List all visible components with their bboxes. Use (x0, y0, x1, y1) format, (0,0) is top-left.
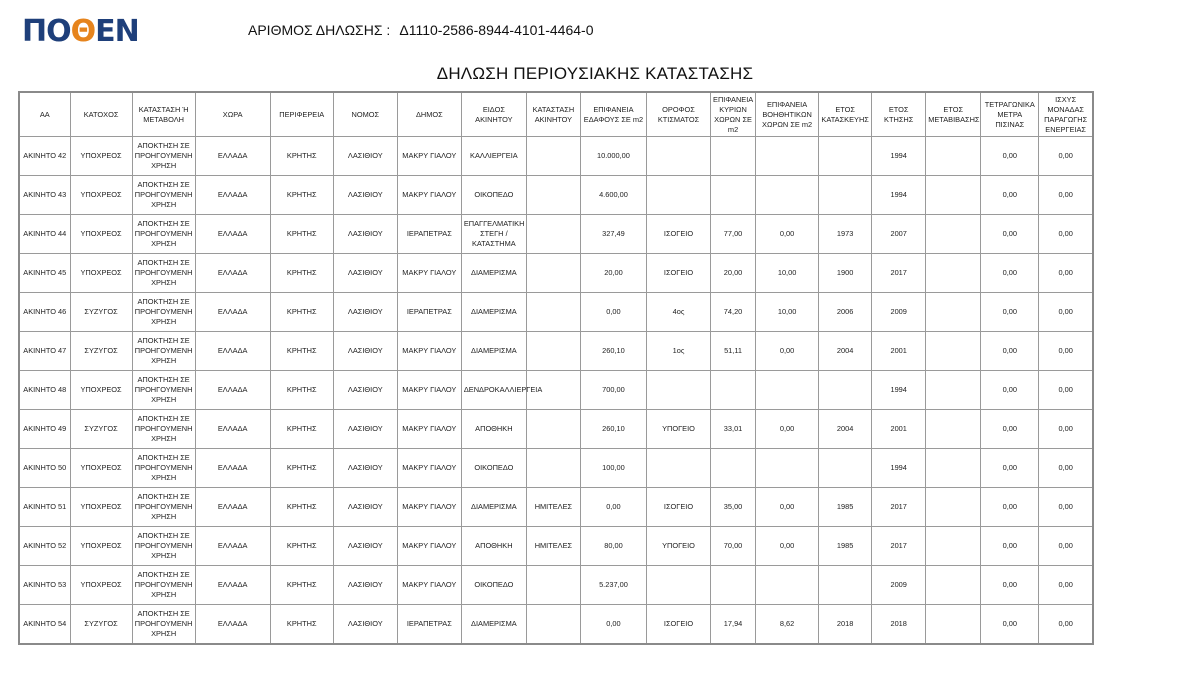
col-owner-cell: ΥΠΟΧΡΕΟΣ (70, 176, 132, 215)
col-aux-area-cell: 10,00 (756, 293, 819, 332)
col-acquisition-year-cell: 2001 (872, 332, 926, 371)
col-power-capacity-cell: 0,00 (1039, 605, 1093, 644)
col-acquisition-year-cell: 2018 (872, 605, 926, 644)
table-row (19, 449, 1093, 488)
table-header-row (19, 92, 1093, 137)
col-aux-area-cell: 8,62 (756, 605, 819, 644)
col-construction-year-cell: 2004 (819, 332, 872, 371)
col-aa-cell: ΑΚΙΝΗΤΟ 52 (19, 527, 70, 566)
table-row (19, 332, 1093, 371)
col-municipality-cell: ΙΕΡΑΠΕΤΡΑΣ (397, 215, 461, 254)
col-region-cell: ΚΡΗΤΗΣ (270, 293, 333, 332)
table-row (19, 566, 1093, 605)
col-acquisition-year-cell: 1994 (872, 176, 926, 215)
col-acquisition-year-cell: 1994 (872, 449, 926, 488)
col-transfer-year-cell (926, 254, 981, 293)
col-prefecture-cell: ΛΑΣΙΘΙΟΥ (333, 254, 397, 293)
col-aux-area-cell: 0,00 (756, 332, 819, 371)
col-transfer-year-cell (926, 566, 981, 605)
col-construction-year-cell: 1973 (819, 215, 872, 254)
col-main-area-cell (711, 176, 756, 215)
col-power-capacity-cell: 0,00 (1039, 254, 1093, 293)
col-municipality-cell: ΜΑΚΡΥ ΓΙΑΛΟΥ (397, 176, 461, 215)
col-land-area-cell: 10.000,00 (580, 137, 646, 176)
col-region-cell: ΚΡΗΤΗΣ (270, 449, 333, 488)
col-pool-area-cell: 0,00 (981, 371, 1039, 410)
col-prefecture-cell: ΛΑΣΙΘΙΟΥ (333, 371, 397, 410)
col-municipality-cell: ΜΑΚΡΥ ΓΙΑΛΟΥ (397, 254, 461, 293)
col-land-area-cell: 4.600,00 (580, 176, 646, 215)
col-construction-year-cell: 1985 (819, 527, 872, 566)
col-land-area-cell: 260,10 (580, 410, 646, 449)
col-property-type-cell: ΑΠΟΘΗΚΗ (461, 527, 526, 566)
logo-theta-mark: Θ (70, 14, 96, 49)
col-property-status-cell (526, 215, 580, 254)
col-property-status-header: ΚΑΤΑΣΤΑΣΗ ΑΚΙΝΗΤΟΥ (526, 92, 580, 137)
declaration-number-label: ΑΡΙΘΜΟΣ ΔΗΛΩΣΗΣ : (248, 22, 391, 38)
col-aux-area-cell: 0,00 (756, 527, 819, 566)
col-property-type-cell: ΟΙΚΟΠΕΔΟ (461, 449, 526, 488)
col-main-area-cell: 77,00 (711, 215, 756, 254)
table-row (19, 410, 1093, 449)
col-transfer-year-cell (926, 527, 981, 566)
table-row (19, 488, 1093, 527)
col-floor-cell (646, 371, 710, 410)
col-transfer-year-header: ΕΤΟΣ ΜΕΤΑΒΙΒΑΣΗΣ (926, 92, 981, 137)
table-row (19, 215, 1093, 254)
table-row (19, 371, 1093, 410)
col-prefecture-cell: ΛΑΣΙΘΙΟΥ (333, 410, 397, 449)
col-transfer-year-cell (926, 488, 981, 527)
col-municipality-cell: ΙΕΡΑΠΕΤΡΑΣ (397, 605, 461, 644)
col-owner-cell: ΥΠΟΧΡΕΟΣ (70, 371, 132, 410)
col-construction-year-header: ΕΤΟΣ ΚΑΤΑΣΚΕΥΗΣ (819, 92, 872, 137)
col-status-change-cell: ΑΠΟΚΤΗΣΗ ΣΕ ΠΡΟΗΓΟΥΜΕΝΗ ΧΡΗΣΗ (132, 293, 195, 332)
col-prefecture-cell: ΛΑΣΙΘΙΟΥ (333, 566, 397, 605)
col-region-cell: ΚΡΗΤΗΣ (270, 254, 333, 293)
col-property-type-cell: ΔΙΑΜΕΡΙΣΜΑ (461, 254, 526, 293)
col-property-type-cell: ΔΙΑΜΕΡΙΣΜΑ (461, 293, 526, 332)
col-municipality-cell: ΜΑΚΡΥ ΓΙΑΛΟΥ (397, 371, 461, 410)
asset-declaration-table (18, 91, 1094, 645)
col-floor-cell (646, 449, 710, 488)
col-owner-cell: ΣΥΖΥΓΟΣ (70, 332, 132, 371)
col-transfer-year-cell (926, 371, 981, 410)
col-property-status-cell: ΗΜΙΤΕΛΕΣ (526, 527, 580, 566)
col-pool-area-cell: 0,00 (981, 527, 1039, 566)
col-floor-cell: 1ος (646, 332, 710, 371)
col-country-cell: ΕΛΛΑΔΑ (195, 254, 270, 293)
col-country-cell: ΕΛΛΑΔΑ (195, 605, 270, 644)
col-pool-area-cell: 0,00 (981, 176, 1039, 215)
col-aa-cell: ΑΚΙΝΗΤΟ 42 (19, 137, 70, 176)
col-acquisition-year-cell: 2009 (872, 293, 926, 332)
col-floor-cell: ΙΣΟΓΕΙΟ (646, 605, 710, 644)
col-aux-area-cell (756, 137, 819, 176)
table-row (19, 293, 1093, 332)
col-pool-area-header: ΤΕΤΡΑΓΩΝΙΚΑ ΜΕΤΡΑ ΠΙΣΙΝΑΣ (981, 92, 1039, 137)
col-country-cell: ΕΛΛΑΔΑ (195, 410, 270, 449)
col-prefecture-cell: ΛΑΣΙΘΙΟΥ (333, 137, 397, 176)
col-property-type-cell: ΟΙΚΟΠΕΔΟ (461, 566, 526, 605)
col-owner-cell: ΥΠΟΧΡΕΟΣ (70, 137, 132, 176)
col-aux-area-cell (756, 566, 819, 605)
col-power-capacity-cell: 0,00 (1039, 215, 1093, 254)
col-pool-area-cell: 0,00 (981, 566, 1039, 605)
col-aux-area-cell: 0,00 (756, 410, 819, 449)
col-country-cell: ΕΛΛΑΔΑ (195, 566, 270, 605)
col-property-type-cell: ΔΕΝΔΡΟΚΑΛΛΙΕΡΓΕΙΑ (461, 371, 526, 410)
col-aa-cell: ΑΚΙΝΗΤΟ 51 (19, 488, 70, 527)
col-property-status-cell (526, 449, 580, 488)
col-pool-area-cell: 0,00 (981, 410, 1039, 449)
col-property-status-cell (526, 566, 580, 605)
col-municipality-cell: ΜΑΚΡΥ ΓΙΑΛΟΥ (397, 332, 461, 371)
col-main-area-header: ΕΠΙΦΑΝΕΙΑ ΚΥΡΙΩΝ ΧΩΡΩΝ ΣΕ m2 (711, 92, 756, 137)
col-transfer-year-cell (926, 332, 981, 371)
col-region-cell: ΚΡΗΤΗΣ (270, 371, 333, 410)
col-acquisition-year-cell: 2001 (872, 410, 926, 449)
col-property-status-cell: ΗΜΙΤΕΛΕΣ (526, 488, 580, 527)
col-main-area-cell: 20,00 (711, 254, 756, 293)
col-aa-cell: ΑΚΙΝΗΤΟ 44 (19, 215, 70, 254)
col-power-capacity-cell: 0,00 (1039, 371, 1093, 410)
col-transfer-year-cell (926, 176, 981, 215)
col-property-status-cell (526, 332, 580, 371)
col-prefecture-cell: ΛΑΣΙΘΙΟΥ (333, 527, 397, 566)
col-power-capacity-cell: 0,00 (1039, 488, 1093, 527)
col-aa-cell: ΑΚΙΝΗΤΟ 46 (19, 293, 70, 332)
col-region-cell: ΚΡΗΤΗΣ (270, 488, 333, 527)
table-body (19, 137, 1093, 644)
col-region-cell: ΚΡΗΤΗΣ (270, 566, 333, 605)
col-construction-year-cell (819, 566, 872, 605)
col-aux-area-cell (756, 176, 819, 215)
col-owner-cell: ΥΠΟΧΡΕΟΣ (70, 488, 132, 527)
col-main-area-cell (711, 137, 756, 176)
col-property-type-cell: ΕΠΑΓΓΕΛΜΑΤΙΚΗ ΣΤΕΓΗ / ΚΑΤΑΣΤΗΜΑ (461, 215, 526, 254)
col-land-area-cell: 260,10 (580, 332, 646, 371)
col-pool-area-cell: 0,00 (981, 605, 1039, 644)
col-main-area-cell: 17,94 (711, 605, 756, 644)
col-transfer-year-cell (926, 410, 981, 449)
col-prefecture-cell: ΛΑΣΙΘΙΟΥ (333, 215, 397, 254)
declaration-number-value: Δ1110-2586-8944-4101-4464-0 (399, 22, 594, 38)
col-aux-area-header: ΕΠΙΦΑΝΕΙΑ ΒΟΗΘΗΤΙΚΩΝ ΧΩΡΩΝ ΣΕ m2 (756, 92, 819, 137)
col-region-cell: ΚΡΗΤΗΣ (270, 137, 333, 176)
col-construction-year-cell (819, 176, 872, 215)
col-aa-cell: ΑΚΙΝΗΤΟ 45 (19, 254, 70, 293)
table-row (19, 605, 1093, 644)
col-owner-cell: ΣΥΖΥΓΟΣ (70, 605, 132, 644)
col-property-status-cell (526, 176, 580, 215)
col-main-area-cell: 35,00 (711, 488, 756, 527)
col-land-area-cell: 100,00 (580, 449, 646, 488)
col-pool-area-cell: 0,00 (981, 137, 1039, 176)
col-region-cell: ΚΡΗΤΗΣ (270, 332, 333, 371)
col-status-change-header: ΚΑΤΑΣΤΑΣΗ Ή ΜΕΤΑΒΟΛΗ (132, 92, 195, 137)
col-property-type-cell: ΔΙΑΜΕΡΙΣΜΑ (461, 605, 526, 644)
col-acquisition-year-cell: 2017 (872, 488, 926, 527)
col-region-cell: ΚΡΗΤΗΣ (270, 215, 333, 254)
col-main-area-cell: 51,11 (711, 332, 756, 371)
col-region-header: ΠΕΡΙΦΕΡΕΙΑ (270, 92, 333, 137)
col-pool-area-cell: 0,00 (981, 215, 1039, 254)
col-country-cell: ΕΛΛΑΔΑ (195, 527, 270, 566)
col-property-type-cell: ΟΙΚΟΠΕΔΟ (461, 176, 526, 215)
col-power-capacity-header: ΙΣΧΥΣ ΜΟΝΑΔΑΣ ΠΑΡΑΓΩΓΗΣ ΕΝΕΡΓΕΙΑΣ (1039, 92, 1093, 137)
col-status-change-cell: ΑΠΟΚΤΗΣΗ ΣΕ ΠΡΟΗΓΟΥΜΕΝΗ ΧΡΗΣΗ (132, 215, 195, 254)
col-prefecture-cell: ΛΑΣΙΘΙΟΥ (333, 176, 397, 215)
col-country-header: ΧΩΡΑ (195, 92, 270, 137)
col-property-type-header: ΕΙΔΟΣ ΑΚΙΝΗΤΟΥ (461, 92, 526, 137)
col-property-type-cell: ΑΠΟΘΗΚΗ (461, 410, 526, 449)
col-pool-area-cell: 0,00 (981, 254, 1039, 293)
col-property-type-cell: ΔΙΑΜΕΡΙΣΜΑ (461, 332, 526, 371)
col-pool-area-cell: 0,00 (981, 293, 1039, 332)
col-status-change-cell: ΑΠΟΚΤΗΣΗ ΣΕ ΠΡΟΗΓΟΥΜΕΝΗ ΧΡΗΣΗ (132, 176, 195, 215)
col-pool-area-cell: 0,00 (981, 332, 1039, 371)
table-row (19, 254, 1093, 293)
col-main-area-cell: 33,01 (711, 410, 756, 449)
col-prefecture-cell: ΛΑΣΙΘΙΟΥ (333, 332, 397, 371)
col-municipality-header: ΔΗΜΟΣ (397, 92, 461, 137)
col-construction-year-cell: 2018 (819, 605, 872, 644)
col-main-area-cell: 74,20 (711, 293, 756, 332)
col-prefecture-header: ΝΟΜΟΣ (333, 92, 397, 137)
logo-text-right: ΕΝ (95, 14, 139, 49)
col-property-status-cell (526, 605, 580, 644)
col-power-capacity-cell: 0,00 (1039, 293, 1093, 332)
logo-text-left: ΠΟ (22, 14, 71, 49)
col-power-capacity-cell: 0,00 (1039, 176, 1093, 215)
col-owner-cell: ΥΠΟΧΡΕΟΣ (70, 566, 132, 605)
col-municipality-cell: ΜΑΚΡΥ ΓΙΑΛΟΥ (397, 488, 461, 527)
col-land-area-cell: 20,00 (580, 254, 646, 293)
col-country-cell: ΕΛΛΑΔΑ (195, 488, 270, 527)
col-land-area-cell: 0,00 (580, 488, 646, 527)
col-main-area-cell (711, 449, 756, 488)
col-status-change-cell: ΑΠΟΚΤΗΣΗ ΣΕ ΠΡΟΗΓΟΥΜΕΝΗ ΧΡΗΣΗ (132, 332, 195, 371)
col-status-change-cell: ΑΠΟΚΤΗΣΗ ΣΕ ΠΡΟΗΓΟΥΜΕΝΗ ΧΡΗΣΗ (132, 410, 195, 449)
col-owner-cell: ΥΠΟΧΡΕΟΣ (70, 215, 132, 254)
col-power-capacity-cell: 0,00 (1039, 332, 1093, 371)
col-municipality-cell: ΜΑΚΡΥ ΓΙΑΛΟΥ (397, 137, 461, 176)
col-municipality-cell: ΜΑΚΡΥ ΓΙΑΛΟΥ (397, 449, 461, 488)
col-aa-cell: ΑΚΙΝΗΤΟ 43 (19, 176, 70, 215)
col-acquisition-year-cell: 2017 (872, 527, 926, 566)
col-owner-cell: ΣΥΖΥΓΟΣ (70, 293, 132, 332)
col-region-cell: ΚΡΗΤΗΣ (270, 605, 333, 644)
col-country-cell: ΕΛΛΑΔΑ (195, 449, 270, 488)
col-construction-year-cell: 2006 (819, 293, 872, 332)
col-floor-cell: ΙΣΟΓΕΙΟ (646, 488, 710, 527)
col-acquisition-year-header: ΕΤΟΣ ΚΤΗΣΗΣ (872, 92, 926, 137)
col-property-status-cell (526, 410, 580, 449)
col-transfer-year-cell (926, 215, 981, 254)
col-transfer-year-cell (926, 137, 981, 176)
col-country-cell: ΕΛΛΑΔΑ (195, 332, 270, 371)
col-municipality-cell: ΜΑΚΡΥ ΓΙΑΛΟΥ (397, 566, 461, 605)
col-country-cell: ΕΛΛΑΔΑ (195, 293, 270, 332)
col-acquisition-year-cell: 2007 (872, 215, 926, 254)
col-floor-cell: ΥΠΟΓΕΙΟ (646, 410, 710, 449)
col-aa-cell: ΑΚΙΝΗΤΟ 50 (19, 449, 70, 488)
table-row (19, 527, 1093, 566)
col-land-area-cell: 0,00 (580, 293, 646, 332)
col-status-change-cell: ΑΠΟΚΤΗΣΗ ΣΕ ΠΡΟΗΓΟΥΜΕΝΗ ΧΡΗΣΗ (132, 527, 195, 566)
table-row (19, 176, 1093, 215)
col-aux-area-cell (756, 371, 819, 410)
col-land-area-cell: 0,00 (580, 605, 646, 644)
col-floor-cell: ΥΠΟΓΕΙΟ (646, 527, 710, 566)
col-owner-cell: ΣΥΖΥΓΟΣ (70, 410, 132, 449)
col-land-area-cell: 700,00 (580, 371, 646, 410)
col-land-area-cell: 327,49 (580, 215, 646, 254)
pothen-logo (22, 14, 139, 49)
col-property-type-cell: ΚΑΛΛΙΕΡΓΕΙΑ (461, 137, 526, 176)
col-country-cell: ΕΛΛΑΔΑ (195, 215, 270, 254)
col-status-change-cell: ΑΠΟΚΤΗΣΗ ΣΕ ΠΡΟΗΓΟΥΜΕΝΗ ΧΡΗΣΗ (132, 566, 195, 605)
col-main-area-cell: 70,00 (711, 527, 756, 566)
col-floor-cell: ΙΣΟΓΕΙΟ (646, 215, 710, 254)
col-power-capacity-cell: 0,00 (1039, 566, 1093, 605)
col-status-change-cell: ΑΠΟΚΤΗΣΗ ΣΕ ΠΡΟΗΓΟΥΜΕΝΗ ΧΡΗΣΗ (132, 488, 195, 527)
col-municipality-cell: ΜΑΚΡΥ ΓΙΑΛΟΥ (397, 410, 461, 449)
col-transfer-year-cell (926, 605, 981, 644)
col-country-cell: ΕΛΛΑΔΑ (195, 137, 270, 176)
col-aux-area-cell: 0,00 (756, 215, 819, 254)
col-status-change-cell: ΑΠΟΚΤΗΣΗ ΣΕ ΠΡΟΗΓΟΥΜΕΝΗ ΧΡΗΣΗ (132, 137, 195, 176)
col-aa-cell: ΑΚΙΝΗΤΟ 48 (19, 371, 70, 410)
col-property-status-cell (526, 293, 580, 332)
col-prefecture-cell: ΛΑΣΙΘΙΟΥ (333, 605, 397, 644)
col-acquisition-year-cell: 1994 (872, 137, 926, 176)
col-construction-year-cell: 1985 (819, 488, 872, 527)
col-power-capacity-cell: 0,00 (1039, 410, 1093, 449)
col-power-capacity-cell: 0,00 (1039, 527, 1093, 566)
col-transfer-year-cell (926, 449, 981, 488)
col-aa-cell: ΑΚΙΝΗΤΟ 53 (19, 566, 70, 605)
col-owner-cell: ΥΠΟΧΡΕΟΣ (70, 254, 132, 293)
col-prefecture-cell: ΛΑΣΙΘΙΟΥ (333, 488, 397, 527)
col-pool-area-cell: 0,00 (981, 449, 1039, 488)
col-owner-cell: ΥΠΟΧΡΕΟΣ (70, 449, 132, 488)
col-region-cell: ΚΡΗΤΗΣ (270, 176, 333, 215)
col-power-capacity-cell: 0,00 (1039, 449, 1093, 488)
col-prefecture-cell: ΛΑΣΙΘΙΟΥ (333, 449, 397, 488)
col-property-status-cell (526, 137, 580, 176)
col-owner-cell: ΥΠΟΧΡΕΟΣ (70, 527, 132, 566)
col-property-type-cell: ΔΙΑΜΕΡΙΣΜΑ (461, 488, 526, 527)
col-aux-area-cell: 10,00 (756, 254, 819, 293)
col-prefecture-cell: ΛΑΣΙΘΙΟΥ (333, 293, 397, 332)
col-construction-year-cell: 2004 (819, 410, 872, 449)
col-floor-cell: 4ος (646, 293, 710, 332)
col-construction-year-cell (819, 371, 872, 410)
col-property-status-cell (526, 254, 580, 293)
col-floor-cell (646, 566, 710, 605)
col-aa-cell: ΑΚΙΝΗΤΟ 49 (19, 410, 70, 449)
table-row (19, 137, 1093, 176)
col-owner-header: ΚΑΤΟΧΟΣ (70, 92, 132, 137)
col-aa-header: ΑΑ (19, 92, 70, 137)
col-country-cell: ΕΛΛΑΔΑ (195, 176, 270, 215)
col-floor-cell: ΙΣΟΓΕΙΟ (646, 254, 710, 293)
col-transfer-year-cell (926, 293, 981, 332)
col-land-area-cell: 5.237,00 (580, 566, 646, 605)
col-aux-area-cell: 0,00 (756, 488, 819, 527)
col-acquisition-year-cell: 2009 (872, 566, 926, 605)
col-country-cell: ΕΛΛΑΔΑ (195, 371, 270, 410)
col-construction-year-cell (819, 137, 872, 176)
col-construction-year-cell: 1900 (819, 254, 872, 293)
col-status-change-cell: ΑΠΟΚΤΗΣΗ ΣΕ ΠΡΟΗΓΟΥΜΕΝΗ ΧΡΗΣΗ (132, 254, 195, 293)
col-status-change-cell: ΑΠΟΚΤΗΣΗ ΣΕ ΠΡΟΗΓΟΥΜΕΝΗ ΧΡΗΣΗ (132, 371, 195, 410)
document-title: ΔΗΛΩΣΗ ΠΕΡΙΟΥΣΙΑΚΗΣ ΚΑΤΑΣΤΑΣΗΣ (436, 64, 754, 83)
col-municipality-cell: ΜΑΚΡΥ ΓΙΑΛΟΥ (397, 527, 461, 566)
col-floor-cell (646, 176, 710, 215)
col-aa-cell: ΑΚΙΝΗΤΟ 47 (19, 332, 70, 371)
col-power-capacity-cell: 0,00 (1039, 137, 1093, 176)
col-main-area-cell (711, 371, 756, 410)
col-land-area-header: ΕΠΙΦΑΝΕΙΑ ΕΔΑΦΟΥΣ ΣΕ m2 (580, 92, 646, 137)
col-acquisition-year-cell: 1994 (872, 371, 926, 410)
col-construction-year-cell (819, 449, 872, 488)
col-region-cell: ΚΡΗΤΗΣ (270, 527, 333, 566)
col-pool-area-cell: 0,00 (981, 488, 1039, 527)
col-status-change-cell: ΑΠΟΚΤΗΣΗ ΣΕ ΠΡΟΗΓΟΥΜΕΝΗ ΧΡΗΣΗ (132, 449, 195, 488)
col-municipality-cell: ΙΕΡΑΠΕΤΡΑΣ (397, 293, 461, 332)
col-region-cell: ΚΡΗΤΗΣ (270, 410, 333, 449)
col-aux-area-cell (756, 449, 819, 488)
col-floor-header: ΟΡΟΦΟΣ ΚΤΙΣΜΑΤΟΣ (646, 92, 710, 137)
col-aa-cell: ΑΚΙΝΗΤΟ 54 (19, 605, 70, 644)
col-land-area-cell: 80,00 (580, 527, 646, 566)
col-acquisition-year-cell: 2017 (872, 254, 926, 293)
declaration-number-line (248, 22, 593, 38)
col-main-area-cell (711, 566, 756, 605)
col-status-change-cell: ΑΠΟΚΤΗΣΗ ΣΕ ΠΡΟΗΓΟΥΜΕΝΗ ΧΡΗΣΗ (132, 605, 195, 644)
col-floor-cell (646, 137, 710, 176)
